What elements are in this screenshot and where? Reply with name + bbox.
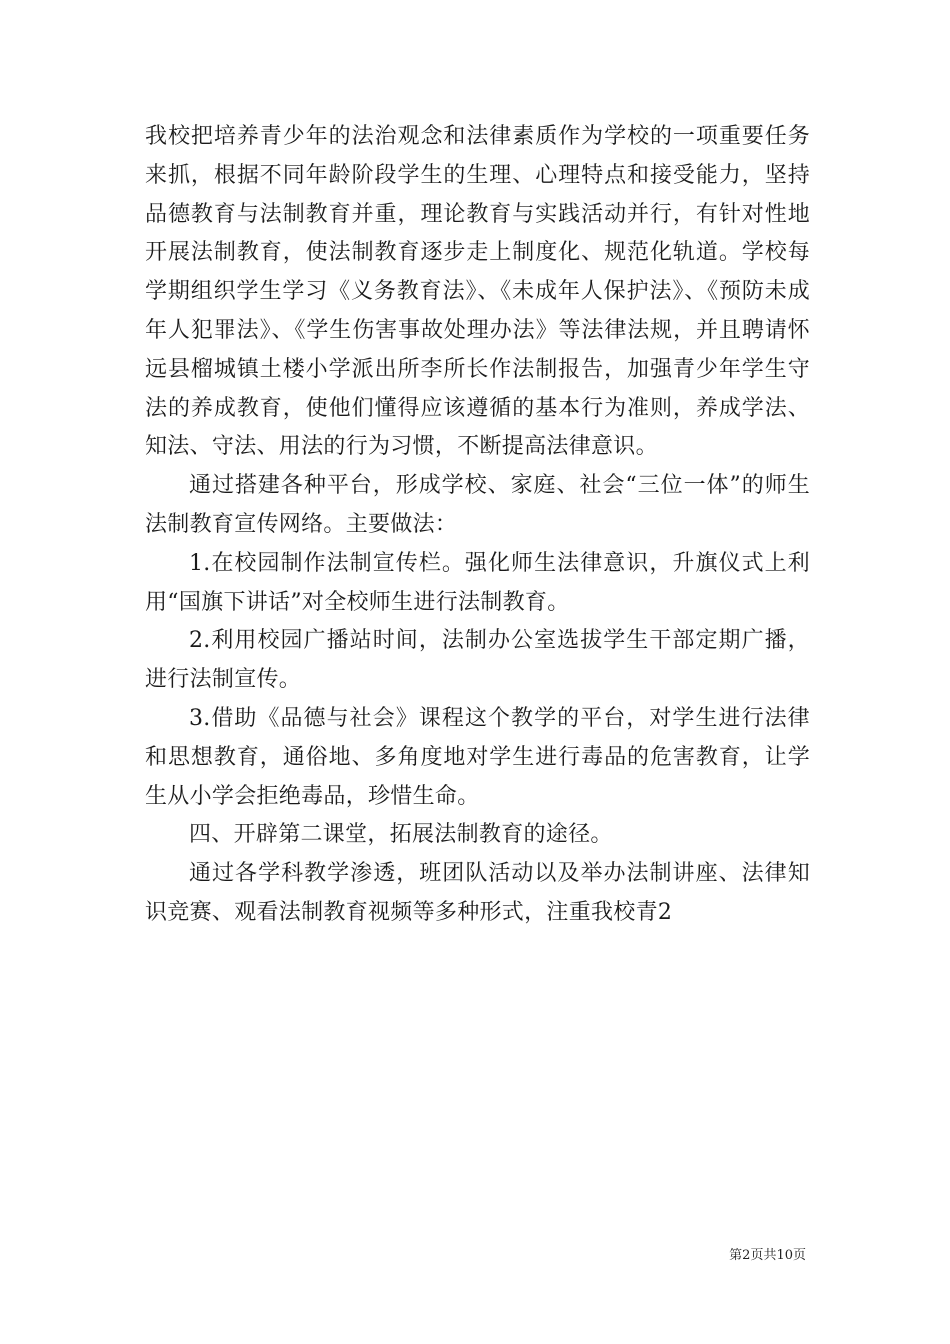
paragraph-1: 我校把培养青少年的法治观念和法律素质作为学校的一项重要任务来抓，根据不同年龄阶段学生的生理、心理特点和接受能力，坚持品德教育与法制教育并重，理论教育与实践活动并行，有针对性地开展法制教育，使法制教育逐步走上制度化、规范化轨道。学校每学期组织学生学习《义务教育法》、《未成年人保护法》、《预防未成年人犯罪法》、《学生伤害事故处理办法》等法律法规，并且聘请怀远县榴城镇土楼小学派出所李所长作法制报告，加强青少年学生守法的养成教育，使他们懂得应该遵循的基本行为准则，养成学法、知法、守法、用法的行为习惯，不断提高法律意识。	[145, 124, 810, 460]
paragraph-2: 通过搭建各种平台，形成学校、家庭、社会“三位一体”的师生法制教育宣传网络。主要做法：	[145, 473, 810, 537]
paragraph-6: 通过各学科教学渗透，班团队活动以及举办法制讲座、法律知识竞赛、观看法制教育视频等多种形式，注重我校青2	[145, 861, 810, 925]
document-body	[145, 118, 810, 933]
paragraph-3: 1.在校园制作法制宣传栏。强化师生法律意识，升旗仪式上利用“国旗下讲话”对全校师生进行法制教育。	[145, 550, 810, 615]
paragraph-4: 2.利用校园广播站时间，法制办公室选拔学生干部定期广播，进行法制宣传。	[145, 628, 810, 693]
section-heading: 四、开辟第二课堂，拓展法制教育的途径。	[189, 822, 613, 848]
paragraph-5: 3.借助《品德与社会》课程这个教学的平台，对学生进行法律和思想教育，通俗地、多角度地对学生进行毒品的危害教育，让学生从小学会拒绝毒品，珍惜生命。	[145, 705, 810, 809]
page-number-footer: 第2页共10页	[729, 1248, 806, 1263]
